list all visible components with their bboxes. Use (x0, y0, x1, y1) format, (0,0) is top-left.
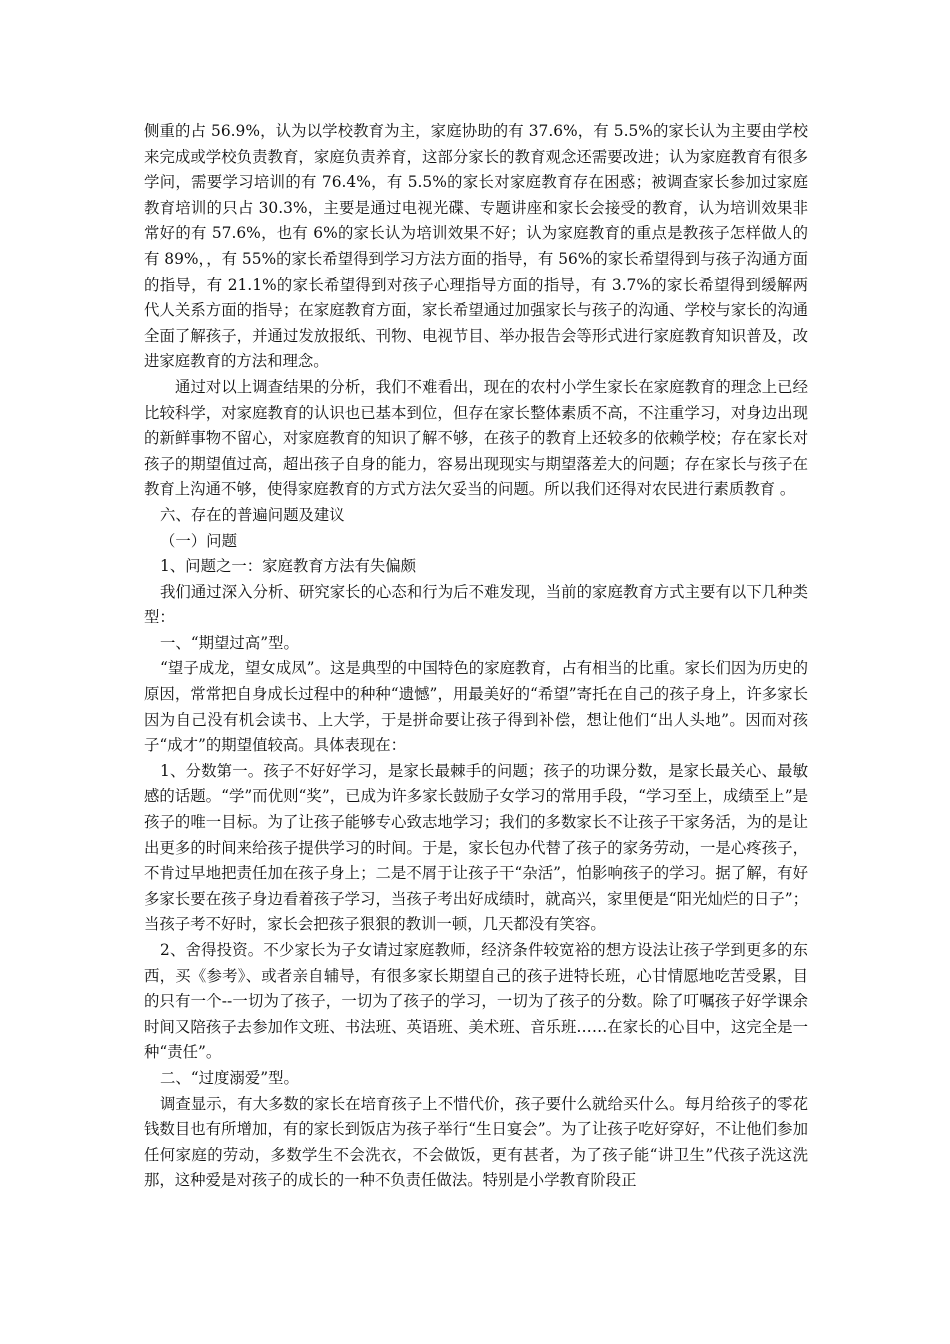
paragraph-scores-first: 1、分数第一。孩子不好好学习，是家长最棘手的问题；孩子的功课分数，是家长最关心、最敏感的话题。“学”而优则“奖”，已成为许多家长鼓励子女学习的常用手段，“学习至上，成绩至上”是孩子的唯一目标。为了让孩子能够专心致志地学习；我们的多数家长不让孩子干家务活，为的是让出更多的时间来给孩子提供学习的时间。于是，家长包办代替了孩子的家务劳动，一是心疼孩子，不肯过早地把责任加在孩子身上；二是不屑于让孩子干“杂活”，怕影响孩子的学习。据了解，有好多家长要在孩子身边看着孩子学习，当孩子考出好成绩时，就高兴，家里便是“阳光灿烂的日子”；当孩子考不好时，家长会把孩子狠狠的教训一顿，几天都没有笑容。 (144, 761, 808, 934)
paragraph-analysis: 通过对以上调查结果的分析，我们不难看出，现在的农村小学生家长在家庭教育的理念上已经比较科学，对家庭教育的认识也已基本到位，但存在家长整体素质不高，不注重学习，对身边出现的新鲜事物不留心，对家庭教育的知识了解不够，在孩子的教育上还较多的依赖学校；存在家长对孩子的期望值过高，超出孩子自身的能力，容易出现现实与期望落差大的问题；存在家长与孩子在教育上沟通不够，使得家庭教育的方式方法欠妥当的问题。所以我们还得对农民进行素质教育 。 (144, 377, 808, 499)
paragraph-overindulgence: 调查显示，有大多数的家长在培育孩子上不惜代价，孩子要什么就给买什么。每月给孩子的零花钱数目也有所增加，有的家长到饭店为孩子举行“生日宴会”。为了让孩子吃好穿好，不让他们参加任何家庭的劳动，多数学生不会洗衣，不会做饭，更有甚者，为了孩子能“讲卫生”代孩子洗这洗那，这种爱是对孩子的成长的一种不负责任做法。特别是小学教育阶段正 (144, 1094, 808, 1190)
document-page (144, 119, 808, 1194)
problem-heading: 1、问题之一：家庭教育方法有失偏颇 (160, 557, 417, 576)
paragraph-investment: 2、舍得投资。不少家长为子女请过家庭教师，经济条件较宽裕的想方设法让孩子学到更多的东西，买《参考》、或者亲自辅导，有很多家长期望自己的孩子进特长班，心甘情愿地吃苦受累，目的只有一个--一切为了孩子，一切为了孩子的学习，一切为了孩子的分数。除了叮嘱孩子好学课余时间又陪孩子去参加作文班、书法班、英语班、美术班、音乐班……在家长的心目中，这完全是一种“责任”。 (144, 941, 808, 1062)
paragraph-intro-types: 我们通过深入分析、研究家长的心态和行为后不难发现，当前的家庭教育方式主要有以下几种类型： (144, 582, 808, 627)
subsection-heading: （一）问题 (160, 531, 237, 550)
type-heading-high-expectation: 一、“期望过高”型。 (160, 633, 299, 652)
type-heading-overindulgence: 二、“过度溺爱”型。 (160, 1068, 299, 1087)
paragraph-survey-results: 侧重的占 56.9%，认为以学校教育为主，家庭协助的有 37.6%，有 5.5%的家长认为主要由学校来完成或学校负责教育，家庭负责养育，这部分家长的教育观念还需要改进；认为家庭教育有很多学问，需要学习培训的有 76.4%，有 5.5%的家长对家庭教育存在困惑；被调查家长参加过家庭教育培训的只占 30.3%，主要是通过电视光碟、专题讲座和家长会接受的教育，认为培训效果非常好的有 57.6%，也有 6%的家长认为培训效果不好；认为家庭教育的重点是教孩子怎样做人的有 89%，，有 55%的家长希望得到学习方法方面的指导，有 56%的家长希望得到与孩子沟通方面的指导，有 21.1%的家长希望得到对孩子心理指导方面的指导，有 3.7%的家长希望得到缓解两代人关系方面的指导；在家庭教育方面，家长希望通过加强家长与孩子的沟通、学校与家长的沟通全面了解孩子，并通过发放报纸、刊物、电视节目、举办报告会等形式进行家庭教育知识普及，改进家庭教育的方法和理念。 (144, 122, 808, 371)
paragraph-high-expectation: “望子成龙，望女成凤”。这是典型的中国特色的家庭教育，占有相当的比重。家长们因为历史的原因，常常把自身成长过程中的种种“遗憾”，用最美好的“希望”寄托在自己的孩子身上，许多家长因为自己没有机会读书、上大学，于是拼命要让孩子得到补偿，想让他们“出人头地”。因而对孩子“成才”的期望值较高。具体表现在： (144, 659, 808, 755)
section-heading: 六、存在的普遍问题及建议 (160, 505, 345, 524)
